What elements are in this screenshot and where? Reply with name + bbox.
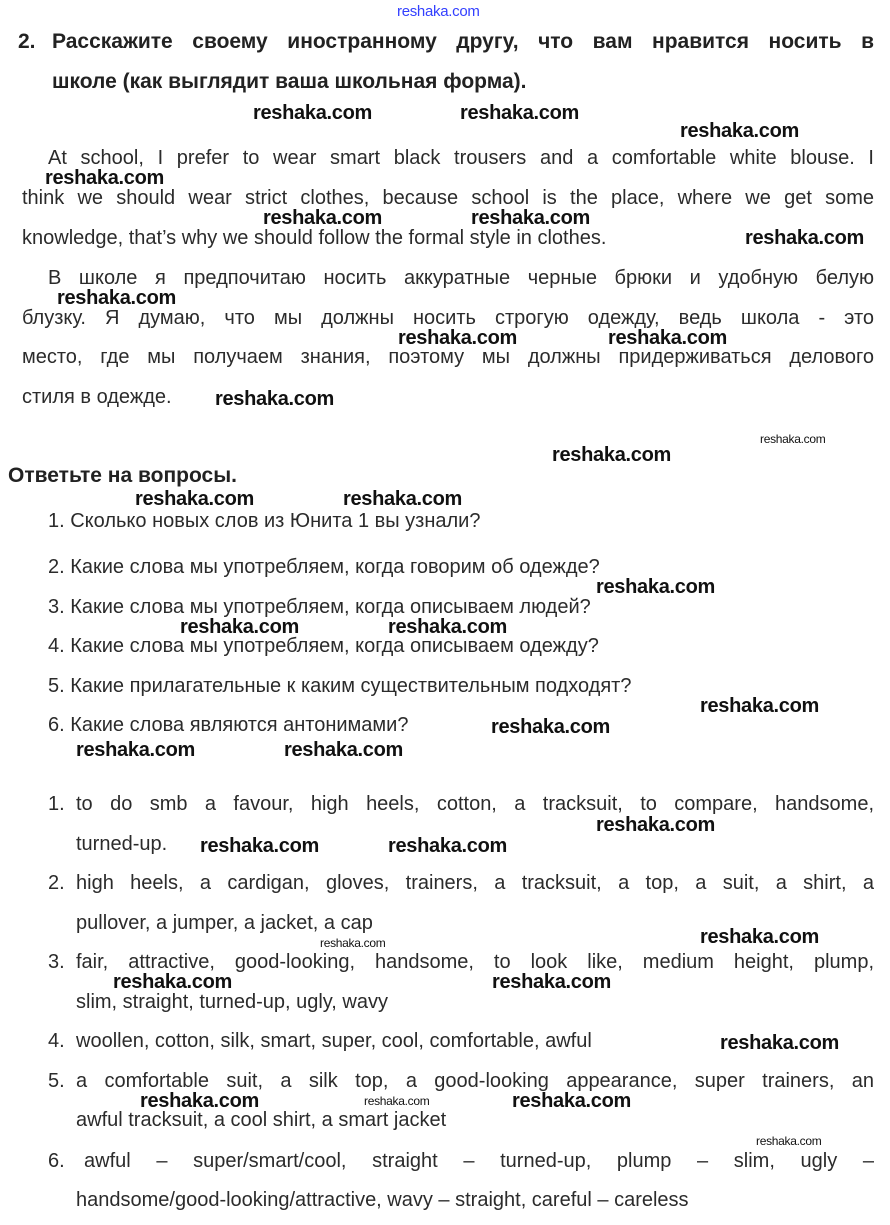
answer-ru-line: стиля в одежде. [22,386,172,408]
watermark: reshaka.com [320,936,386,950]
watermark: reshaka.com [398,327,517,349]
answer-line: pullover, a jumper, a jacket, a cap [76,912,373,934]
task-heading-line: школе (как выглядит ваша школьная форма). [52,70,527,93]
answer-line: woollen, cotton, silk, smart, super, cool, comfortable, awful [76,1030,592,1052]
questions-heading: Ответьте на вопросы. [8,464,237,487]
answer-number: 6. [48,1150,65,1172]
answer-en-line: think we should wear strict clothes, because school is the place, where we get some [22,187,874,209]
question-item: 6. Какие слова являются антонимами? [48,714,409,736]
watermark: reshaka.com [720,1032,839,1054]
answer-number: 2. [48,872,65,894]
watermark: reshaka.com [263,207,382,229]
watermark-top: reshaka.com [397,3,480,20]
question-item: 1. Сколько новых слов из Юнита 1 вы узнали? [48,510,481,532]
watermark: reshaka.com [343,488,462,510]
watermark: reshaka.com [756,1134,822,1148]
answer-line: turned-up. [76,833,168,855]
watermark: reshaka.com [760,432,826,446]
question-item: 5. Какие прилагательные к каким существительным подходят? [48,675,632,697]
watermark: reshaka.com [608,327,727,349]
answer-number: 4. [48,1030,65,1052]
watermark: reshaka.com [700,695,819,717]
watermark: reshaka.com [552,444,671,466]
answer-line: awful – super/smart/cool, straight – turned-up, plump – slim, ugly – [84,1150,874,1172]
watermark: reshaka.com [215,388,334,410]
watermark: reshaka.com [700,926,819,948]
answer-ru-line: В школе я предпочитаю носить аккуратные черные брюки и удобную белую [48,267,874,289]
watermark: reshaka.com [135,488,254,510]
answer-ru-line: блузку. Я думаю, что мы должны носить строгую одежду, ведь школа - это [22,307,874,329]
answer-en-line: At school, I prefer to wear smart black trousers and a comfortable white blouse. I [48,147,874,169]
watermark: reshaka.com [45,167,164,189]
answer-line: fair, attractive, good-looking, handsome, to look like, medium height, plump, [76,951,874,973]
watermark: reshaka.com [388,835,507,857]
answer-ru-line: место, где мы получаем знания, поэтому мы должны придерживаться делового [22,346,874,368]
watermark: reshaka.com [113,971,232,993]
watermark: reshaka.com [253,102,372,124]
watermark: reshaka.com [471,207,590,229]
watermark: reshaka.com [745,227,864,249]
watermark: reshaka.com [57,287,176,309]
watermark: reshaka.com [460,102,579,124]
answer-number: 3. [48,951,65,973]
watermark: reshaka.com [76,739,195,761]
watermark: reshaka.com [491,716,610,738]
watermark: reshaka.com [512,1090,631,1112]
watermark: reshaka.com [200,835,319,857]
answer-line: to do smb a favour, high heels, cotton, a tracksuit, to compare, handsome, [76,793,874,815]
watermark: reshaka.com [140,1090,259,1112]
task-heading-line: Расскажите своему иностранному другу, что вам нравится носить в [52,31,874,53]
watermark: reshaka.com [364,1094,430,1108]
watermark: reshaka.com [680,120,799,142]
watermark: reshaka.com [596,814,715,836]
answer-line: slim, straight, turned-up, ugly, wavy [76,991,388,1013]
watermark: reshaka.com [284,739,403,761]
watermark: reshaka.com [596,576,715,598]
answer-number: 1. [48,793,65,815]
answer-number: 5. [48,1070,65,1092]
answer-en-line: knowledge, that’s why we should follow the formal style in clothes. [22,227,607,249]
watermark: reshaka.com [388,616,507,638]
answer-line: awful tracksuit, a cool shirt, a smart jacket [76,1109,447,1131]
watermark: reshaka.com [180,616,299,638]
question-item: 3. Какие слова мы употребляем, когда описываем людей? [48,596,591,618]
watermark: reshaka.com [492,971,611,993]
task-number: 2. [18,30,36,53]
answer-line: handsome/good-looking/attractive, wavy – straight, careful – careless [76,1189,689,1211]
question-item: 2. Какие слова мы употребляем, когда говорим об одежде? [48,556,600,578]
question-item: 4. Какие слова мы употребляем, когда описываем одежду? [48,635,599,657]
answer-line: high heels, a cardigan, gloves, trainers, a tracksuit, a top, a suit, a shirt, a [76,872,874,894]
answer-line: a comfortable suit, a silk top, a good-looking appearance, super trainers, an [76,1070,874,1092]
